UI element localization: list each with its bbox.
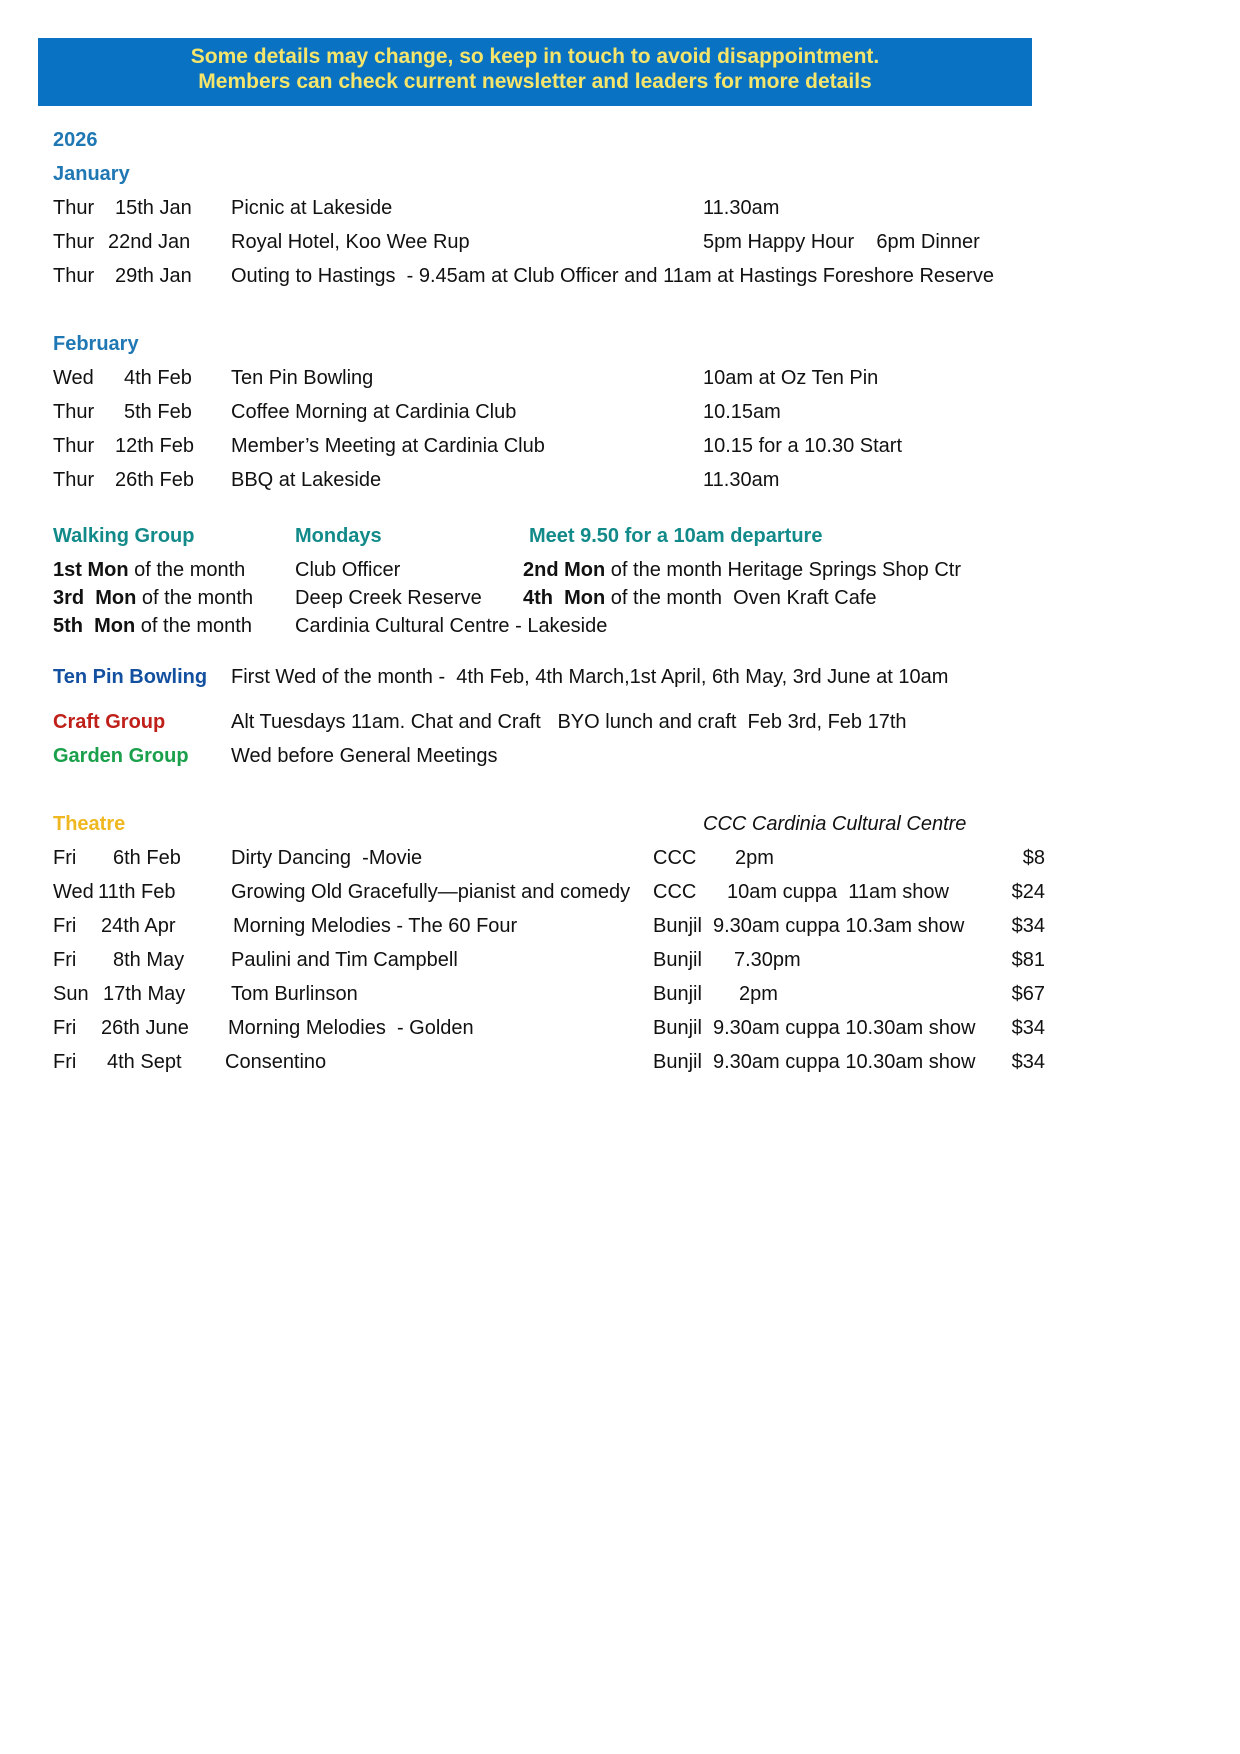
jan-event-2-date: 22nd Jan bbox=[108, 231, 191, 253]
theatre-4-time: 7.30pm bbox=[734, 949, 801, 971]
jan-event-2-name: Royal Hotel, Koo Wee Rup bbox=[231, 231, 470, 253]
walk-row-2-mon: Mon bbox=[95, 587, 137, 609]
theatre-5-time: 2pm bbox=[739, 983, 778, 1005]
walk-right-1 bbox=[523, 558, 961, 582]
theatre-1-price: $8 bbox=[1022, 847, 1045, 869]
craft-group-text: Alt Tuesdays 11am. Chat and Craft BYO lunch and craft Feb 3rd, Feb 17th bbox=[231, 711, 907, 733]
theatre-5-price: $67 bbox=[1011, 983, 1045, 1005]
walk-right-2 bbox=[523, 586, 877, 610]
walk-row-3-mon: Mon bbox=[94, 615, 136, 637]
february-heading: February bbox=[53, 333, 139, 355]
theatre-4-date: 8th May bbox=[113, 949, 185, 971]
jan-event-1-date: 15th Jan bbox=[115, 197, 192, 219]
garden-group-text: Wed before General Meetings bbox=[231, 745, 498, 767]
theatre-1-show: Dirty Dancing -Movie bbox=[231, 847, 423, 869]
theatre-5-venue: Bunjil bbox=[653, 983, 702, 1005]
feb-event-3-date: 12th Feb bbox=[115, 435, 194, 457]
theatre-3-price: $34 bbox=[1011, 915, 1045, 937]
walk-row-3-suffix: of the month bbox=[140, 615, 252, 637]
theatre-2-price: $24 bbox=[1011, 881, 1045, 903]
jan-event-1-time: 11.30am bbox=[703, 197, 780, 219]
theatre-5-show: Tom Burlinson bbox=[231, 983, 358, 1005]
theatre-6-venue: Bunjil bbox=[653, 1017, 702, 1039]
walk-right-2-place: Oven Kraft Cafe bbox=[733, 587, 877, 609]
theatre-3-date: 24th Apr bbox=[101, 915, 176, 937]
theatre-7-day: Fri bbox=[53, 1051, 77, 1073]
theatre-1-date: 6th Feb bbox=[113, 847, 181, 869]
jan-event-1-name: Picnic at Lakeside bbox=[231, 197, 393, 219]
feb-event-4-name: BBQ at Lakeside bbox=[231, 469, 382, 491]
walk-right-2-ord: 4th bbox=[523, 587, 553, 609]
walk-row-3-place: Cardinia Cultural Centre - Lakeside bbox=[295, 615, 608, 637]
walk-row-2-suffix: of the month bbox=[141, 587, 254, 609]
walking-group-days: Mondays bbox=[295, 525, 382, 547]
feb-event-2-day: Thur bbox=[53, 401, 95, 423]
jan-event-2-time: 5pm Happy Hour 6pm Dinner bbox=[703, 231, 980, 253]
theatre-2-date: 11th Feb bbox=[98, 881, 176, 903]
walk-right-1-suffix: of the month bbox=[610, 559, 722, 581]
feb-event-1-day: Wed bbox=[53, 367, 94, 389]
walk-right-1-mon: Mon bbox=[564, 559, 606, 581]
theatre-2-show: Growing Old Gracefully—pianist and comedy bbox=[231, 881, 631, 903]
theatre-6-price: $34 bbox=[1011, 1017, 1045, 1039]
jan-event-2-day: Thur bbox=[53, 231, 95, 253]
walk-right-2-suffix: of the month bbox=[610, 587, 722, 609]
jan-event-1-day: Thur bbox=[53, 197, 95, 219]
theatre-2-venue: CCC bbox=[653, 881, 697, 903]
theatre-3-time: 9.30am cuppa 10.3am show bbox=[713, 915, 965, 937]
walk-right-2-mon: Mon bbox=[564, 587, 606, 609]
theatre-4-show: Paulini and Tim Campbell bbox=[231, 949, 458, 971]
theatre-7-time: 9.30am cuppa 10.30am show bbox=[713, 1051, 976, 1073]
theatre-7-show: Consentino bbox=[225, 1051, 327, 1073]
theatre-7-price: $34 bbox=[1011, 1051, 1045, 1073]
theatre-venue-note: CCC Cardinia Cultural Centre bbox=[703, 813, 967, 835]
theatre-7-venue: Bunjil bbox=[653, 1051, 702, 1073]
january-heading: January bbox=[53, 163, 130, 185]
walk-row-3-when bbox=[53, 614, 252, 638]
walk-row-1-when bbox=[53, 558, 245, 582]
theatre-3-day: Fri bbox=[53, 915, 77, 937]
feb-event-1-time: 10am at Oz Ten Pin bbox=[703, 367, 879, 389]
theatre-3-venue: Bunjil bbox=[653, 915, 702, 937]
theatre-7-date: 4th Sept bbox=[107, 1051, 182, 1073]
walk-row-1-suffix: of the month bbox=[134, 559, 246, 581]
feb-event-3-day: Thur bbox=[53, 435, 95, 457]
theatre-1-day: Fri bbox=[53, 847, 77, 869]
feb-event-4-day: Thur bbox=[53, 469, 95, 491]
banner-line-1: Some details may change, so keep in touch to avoid disappointment. bbox=[190, 45, 880, 68]
walk-right-1-ord: 2nd bbox=[523, 559, 559, 581]
feb-event-1-name: Ten Pin Bowling bbox=[231, 367, 374, 389]
ten-pin-title: Ten Pin Bowling bbox=[53, 666, 208, 688]
year-heading: 2026 bbox=[53, 129, 98, 151]
walk-row-1-place: Club Officer bbox=[295, 559, 401, 581]
theatre-4-venue: Bunjil bbox=[653, 949, 702, 971]
feb-event-3-time: 10.15 for a 10.30 Start bbox=[703, 435, 903, 457]
theatre-6-date: 26th June bbox=[101, 1017, 189, 1039]
theatre-5-date: 17th May bbox=[103, 983, 186, 1005]
walk-row-3-ord: 5th bbox=[53, 615, 83, 637]
theatre-6-time: 9.30am cuppa 10.30am show bbox=[713, 1017, 976, 1039]
feb-event-3-name: Member’s Meeting at Cardinia Club bbox=[231, 435, 545, 457]
feb-event-4-time: 11.30am bbox=[703, 469, 780, 491]
banner-line-2: Members can check current newsletter and leaders for more details bbox=[198, 70, 872, 93]
garden-group-title: Garden Group bbox=[53, 745, 189, 767]
theatre-2-day: Wed bbox=[53, 881, 94, 903]
walk-row-2-when bbox=[53, 586, 253, 610]
theatre-6-show: Morning Melodies - Golden bbox=[228, 1017, 474, 1039]
walk-row-1-ord: 1st bbox=[53, 559, 82, 581]
walk-row-2-place: Deep Creek Reserve bbox=[295, 587, 482, 609]
theatre-5-day: Sun bbox=[53, 983, 89, 1005]
craft-group-title: Craft Group bbox=[53, 711, 166, 733]
theatre-3-show: Morning Melodies - The 60 Four bbox=[233, 915, 518, 937]
feb-event-2-name: Coffee Morning at Cardinia Club bbox=[231, 401, 517, 423]
theatre-2-time: 10am cuppa 11am show bbox=[727, 881, 949, 903]
theatre-title: Theatre bbox=[53, 813, 126, 835]
theatre-1-venue: CCC bbox=[653, 847, 697, 869]
theatre-1-time: 2pm bbox=[735, 847, 774, 869]
walk-row-2-ord: 3rd bbox=[53, 587, 85, 609]
jan-event-3-date: 29th Jan bbox=[115, 265, 192, 287]
feb-event-2-date: 5th Feb bbox=[124, 401, 192, 423]
jan-event-3-day: Thur bbox=[53, 265, 95, 287]
feb-event-1-date: 4th Feb bbox=[124, 367, 192, 389]
walk-right-1-place: Heritage Springs Shop Ctr bbox=[727, 559, 961, 581]
jan-event-3-name: Outing to Hastings - 9.45am at Club Officer and 11am at Hastings Foreshore Reserve bbox=[231, 265, 994, 287]
notice-banner bbox=[38, 38, 1032, 106]
walking-group-meet: Meet 9.50 for a 10am departure bbox=[529, 525, 823, 547]
ten-pin-text: First Wed of the month - 4th Feb, 4th March,1st April, 6th May, 3rd June at 10am bbox=[231, 666, 949, 688]
theatre-4-price: $81 bbox=[1011, 949, 1045, 971]
walking-group-title: Walking Group bbox=[53, 525, 195, 547]
walk-row-1-mon: Mon bbox=[87, 559, 129, 581]
theatre-4-day: Fri bbox=[53, 949, 77, 971]
feb-event-2-time: 10.15am bbox=[703, 401, 781, 423]
theatre-6-day: Fri bbox=[53, 1017, 77, 1039]
feb-event-4-date: 26th Feb bbox=[115, 469, 194, 491]
